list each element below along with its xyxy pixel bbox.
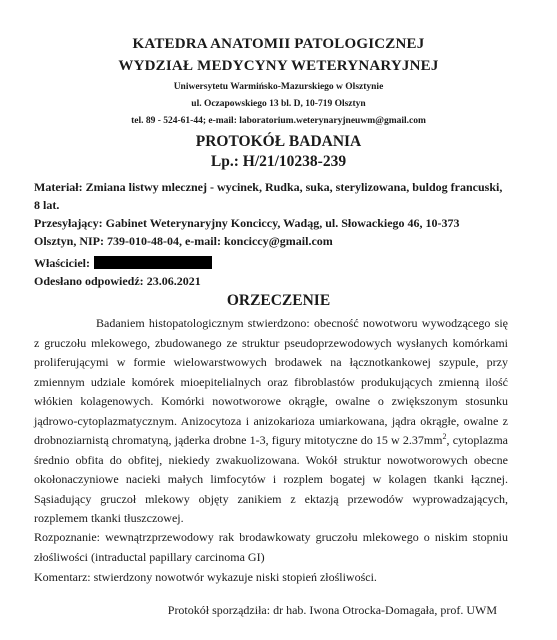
verdict-text-b: , cytoplazma średnio obfita do obfitej, niekiedy zwakuolizowana. Wokół struktur nowotworowych obecne okołonaczyniowe nacieki małych limfocytów i rozplem bogatej w kolagen tkanki łącznej. Sąsiadujący gruczoł mlekowy objęty zanikiem z ektazją przewodów wyprowadzających, rozplemem tkanki tłuszczowej. bbox=[34, 433, 509, 525]
university-name: Uniwersytetu Warmińsko-Mazurskiego w Olsztynie bbox=[173, 82, 384, 92]
protocol-title: PROTOKÓŁ BADANIA bbox=[195, 133, 362, 150]
verdict-text-a: Badaniem histopatologicznym stwierdzono: obecność nowotworu wywodzącego się z gruczołu mlekowego, zbudowanego ze struktur pseudoprzewodowych wysłanych komórkami proliferującymi w formie wielowarstwowych brodawek na łącznotkankowej szypule, przy zmiennym udziale komórek mioepitelialnych oraz fibroblastów produkujących zmienną ilość włókien kolagenowych. Komórki nowotworowe okrągłe, owalne o zwiększonym stosunku jądrowo-cytoplazmatycznym. Anizocytoza i anizokarioza umiarkowana, jądra okrągłe, owalne z drobnoziarnistą chromatyną, jąderka drobne 1-3, figury mitotyczne do 15 w 2.37mm bbox=[34, 316, 508, 447]
faculty-title: WYDZIAŁ MEDYCYNY WETERYNARYJNEJ bbox=[118, 58, 439, 74]
address-line: ul. Oczapowskiego 13 bl. D, 10-719 Olsztyn bbox=[191, 99, 366, 109]
comment-text: Komentarz: stwierdzony nowotwór wykazuje niski stopień złośliwości. bbox=[34, 570, 377, 584]
owner-label: Właściciel: bbox=[34, 256, 90, 270]
contact-line: tel. 89 - 524-61-44; e-mail: laboratorium.weterynaryjneuwm@gmail.com bbox=[131, 116, 426, 126]
owner-row bbox=[34, 254, 504, 272]
diagnosis-text: Rozpoznanie: wewnątrzprzewodowy rak brodawkowaty gruczołu mlekowego o niskim stopniu złośliwości (intraductal papillary carcinoma GI) bbox=[34, 530, 508, 564]
sent-row bbox=[34, 272, 504, 290]
sent-value: 23.06.2021 bbox=[146, 274, 201, 288]
verdict-paragraph bbox=[34, 314, 508, 529]
sender-row bbox=[34, 214, 504, 250]
department-title: KATEDRA ANATOMII PATOLOGICZNEJ bbox=[132, 36, 425, 52]
sender-value: Gabinet Weterynaryjny Konciccy, Wadąg, ul. Słowackiego 46, 10-373 Olsztyn, NIP: 739-010-48-04, e-mail: konciccy@gmail.com bbox=[34, 216, 460, 248]
unit-superscript: 2 bbox=[442, 432, 447, 441]
redaction-bar bbox=[94, 256, 212, 269]
material-value: Zmiana listwy mlecznej - wycinek, Rudka, suka, sterylizowana, buldog francuski, 8 lat. bbox=[34, 180, 503, 212]
signature-line: Protokół sporządziła: dr hab. Iwona Otrocka-Domagała, prof. UWM bbox=[167, 603, 497, 617]
sender-label: Przesyłający: bbox=[34, 216, 103, 230]
material-row bbox=[34, 178, 504, 214]
protocol-number: Lp.: H/21/10238-239 bbox=[210, 153, 347, 170]
verdict-title: ORZECZENIE bbox=[226, 292, 331, 309]
sent-label: Odesłano odpowiedź: bbox=[34, 274, 144, 288]
material-label: Materiał: bbox=[34, 180, 83, 194]
